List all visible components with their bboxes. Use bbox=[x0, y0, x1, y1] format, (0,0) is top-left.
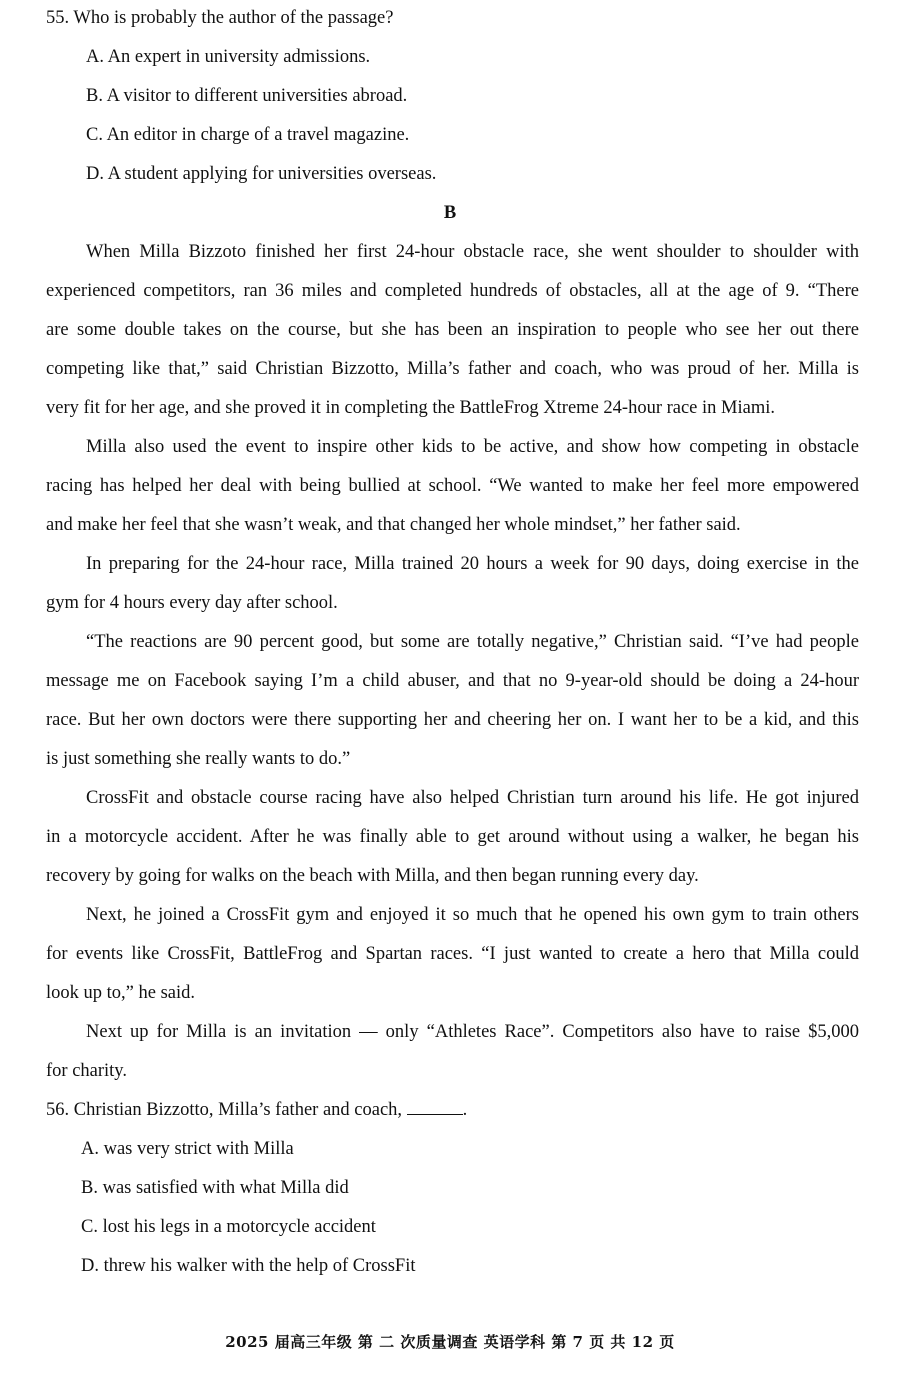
passage-line: are some double takes on the course, but she has been an inspiration to people who see her out there bbox=[46, 320, 859, 340]
page-footer: 2025 届高三年级 第 二 次质量调查 英语学科 第 7 页 共 12 页 bbox=[225, 1333, 675, 1351]
question-55-option-d: D. A student applying for universities overseas. bbox=[86, 164, 437, 184]
section-title: B bbox=[443, 203, 457, 223]
passage-line: competing like that,” said Christian Bizzotto, Milla’s father and coach, who was proud of her. Milla is bbox=[46, 359, 859, 379]
passage-line: “The reactions are 90 percent good, but some are totally negative,” Christian said. “I’ve had people bbox=[86, 632, 859, 652]
passage-line: very fit for her age, and she proved it in completing the BattleFrog Xtreme 24-hour race in Miami. bbox=[46, 398, 775, 418]
passage-line: Milla also used the event to inspire other kids to be active, and show how competing in obstacle bbox=[86, 437, 859, 457]
passage-line: for events like CrossFit, BattleFrog and Spartan races. “I just wanted to create a hero that Milla could bbox=[46, 944, 859, 964]
question-56-option-c: C. lost his legs in a motorcycle accident bbox=[81, 1217, 376, 1237]
passage-line: message me on Facebook saying I’m a child abuser, and that no 9-year-old should be doing a 24-hour bbox=[46, 671, 859, 691]
passage-line: Next up for Milla is an invitation — only “Athletes Race”. Competitors also have to raise $5,000 bbox=[86, 1022, 859, 1042]
question-56-option-b: B. was satisfied with what Milla did bbox=[81, 1178, 349, 1198]
question-55-option-c: C. An editor in charge of a travel magazine. bbox=[86, 125, 410, 145]
question-56-option-d: D. threw his walker with the help of CrossFit bbox=[81, 1256, 416, 1276]
question-55-option-a: A. An expert in university admissions. bbox=[86, 47, 371, 67]
passage-line: and make her feel that she wasn’t weak, and that changed her whole mindset,” her father said. bbox=[46, 515, 741, 535]
passage-line: In preparing for the 24-hour race, Milla trained 20 hours a week for 90 days, doing exercise in the bbox=[86, 554, 859, 574]
answer-blank bbox=[407, 1100, 463, 1115]
passage-line: recovery by going for walks on the beach with Milla, and then began running every day. bbox=[46, 866, 699, 886]
passage-line: in a motorcycle accident. After he was finally able to get around without using a walker, he began his bbox=[46, 827, 859, 847]
passage-line: race. But her own doctors were there supporting her and cheering her on. I want her to be a kid, and this bbox=[46, 710, 859, 730]
passage-line: racing has helped her deal with being bullied at school. “We wanted to make her feel more empowered bbox=[46, 476, 859, 496]
passage-line: experienced competitors, ran 36 miles and completed hundreds of obstacles, all at the age of 9. “There bbox=[46, 281, 859, 301]
passage-line: Next, he joined a CrossFit gym and enjoyed it so much that he opened his own gym to train others bbox=[86, 905, 859, 925]
passage-line: gym for 4 hours every day after school. bbox=[46, 593, 338, 613]
passage-line: CrossFit and obstacle course racing have also helped Christian turn around his life. He got injured bbox=[86, 788, 859, 808]
passage-line: look up to,” he said. bbox=[46, 983, 196, 1003]
passage-line: When Milla Bizzoto finished her first 24-hour obstacle race, she went shoulder to shoulder with bbox=[86, 242, 859, 262]
question-56-stem-end: . bbox=[462, 1100, 468, 1120]
question-56-stem bbox=[46, 1098, 467, 1122]
question-56-option-a: A. was very strict with Milla bbox=[81, 1139, 294, 1159]
passage-line: is just something she really wants to do.” bbox=[46, 749, 351, 769]
passage-line: for charity. bbox=[46, 1061, 127, 1081]
question-56-stem-text: 56. Christian Bizzotto, Milla’s father and coach, bbox=[46, 1100, 407, 1120]
question-55-stem: 55. Who is probably the author of the passage? bbox=[46, 8, 394, 28]
question-55-option-b: B. A visitor to different universities abroad. bbox=[86, 86, 408, 106]
